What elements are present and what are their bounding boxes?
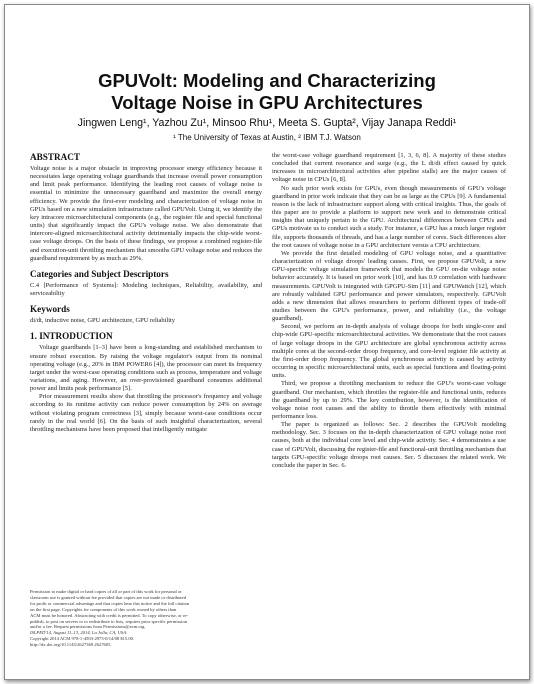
abstract-text: Voltage noise is a major obstacle in improving processor energy efficiency because it necessitates large operating voltage guardbands that increase overall power consumption and limit peak performance. Identifying the leading root causes of voltage noise is essential to minimize the unnecessary guardband and maximize the overall energy efficiency. We provide the first-ever modeling and characterization of voltage noise in GPUs based on a new simulation infrastructure called GPUVolt. Using it, we identify the key intracore microarchitectural components (e.g., the register file and special functional units) that significantly impact the GPU's voltage noise. We also demonstrate that intercore-aligned microarchitectural activity detrimentally impacts the chip-wide worst-case voltage droops. On the basis of these findings, we propose a combined register-file and execution-unit throttling mechanism that smooths GPU voltage noise and reduces the guardband requirement by as much as 29%. — [30, 165, 262, 262]
left-column — [30, 152, 262, 434]
footnote-line: ISLPED'14, August 11–13, 2014, La Jolla, CA, USA. — [30, 630, 128, 636]
title-line-1: GPUVolt: Modeling and Characterizing — [98, 70, 436, 91]
footnote-line: on the first page. Copyrights for components of this work owned by others than — [30, 606, 177, 612]
keywords-heading: Keywords — [30, 304, 70, 315]
keywords-text: di/dt, inductive noise, GPU architecture, GPU reliability — [30, 317, 175, 325]
intro-paragraph-2: Prior measurement results show that throttling the processor's frequency and voltage according to its runtime activity can reduce power consumption by 24% on average without violating program correctness [3], simply because worst-case conditions occur rarely in the real world [6]. On the basis of such insightful characterization, several throttling mechanisms have been proposed that intelligently mitigate — [30, 393, 262, 433]
right-paragraph-3: We provide the first detailed modeling of GPU voltage noise, and a quantitative characterization of voltage droops' leading causes. First, we propose GPUVolt, a new GPU-specific voltage simulation framework that models the GPU on-die voltage noise behavior accurately. It is based on prior work [10], and has 0.9 correlation with hardware measurements. GPUVolt is integrated with GPGPU-Sim [11] and GPUWattch [12], which are robustly validated GPU performance and power simulators, respectively. GPUVolt adds a new dimension that allows researchers to perform different types of trade-off studies between the GPU's performance, power, and reliability (i.e., the voltage guardband). — [272, 249, 506, 323]
paper-title — [0, 70, 534, 114]
footnote-line: http://dx.doi.org/10.1145/2627369.2627605. — [30, 642, 112, 648]
introduction-heading: 1. INTRODUCTION — [30, 331, 113, 342]
right-paragraph-5: Third, we propose a throttling mechanism to reduce the GPU's worst-case voltage guardband. Our mechanism, which throttles the register-file and functional units, reduces the guardband by up to 29%. The key contribution, however, is the identification of voltage noise root causes and the ability to throttle them effectively with minimal performance loss. — [272, 380, 506, 420]
copyright-footnote — [30, 589, 262, 648]
right-paragraph-6: The paper is organized as follows: Sec. 2 describes the GPUVolt modeling methodology. Sec. 3 focuses on the in-depth characterization of GPU voltage noise root causes, both at the individual core level and chip-wide activity. Sec. 4 demonstrates a use case of GPUVolt, discussing the register-file and functional-unit throttling mechanism that targets GPU-specific voltage droops root causes. Sec. 5 discusses the related work. We conclude the paper in Sec. 6. — [272, 421, 506, 469]
abstract-heading: ABSTRACT — [30, 152, 81, 162]
categories-heading: Categories and Subject Descriptors — [30, 268, 169, 279]
footnote-line: and/or a fee. Request permissions from Permissions@acm.org. — [30, 624, 146, 630]
right-paragraph-2: No such prior work exists for GPUs, even though measurements of GPU's voltage guardband in prior work indicate that they can be as large as the CPUs [9]. A fundamental reason is the lack of infrastructure support along with critical insights. Thus, the goals of this paper are to provide a platform to support new work and to demonstrate critical insights that uniquely pertain to the GPU. Architectural differences between CPUs and GPUs motivate us to conduct such a study. For instance, a GPU has a much larger register file, supports thousands of threads, and has a large number of cores. Such differences alter the root causes of voltage noise in a GPU architecture versus a CPU architecture. — [272, 184, 506, 249]
author-list: Jingwen Leng¹, Yazhou Zu¹, Minsoo Rhu¹, Meeta S. Gupta², Vijay Janapa Reddi¹ — [77, 117, 457, 129]
footnote-line: classroom use is granted without fee provided that copies are not made or distributed — [30, 594, 187, 600]
right-paragraph-4: Second, we perform an in-depth analysis of voltage droops for both single-core and chip-wide GPU-specific microarchitectural activities. We demonstrate that the root causes of large voltage droops in the GPU architecture are global synchronous activity across multiple cores at the second-order droop frequency, and core-level register file activity at the first-order droop frequency. The global synchronous activity is caused by activity occurring in specific microarchitectural units, such as special functions and floating-point units. — [272, 323, 506, 380]
intro-paragraph-1: Voltage guardbands [1–3] have been a long-standing and established mechanism to ensure robust execution. By raising the voltage regulator's output from its nominal operating voltage (e.g., 20% in IBM POWER6 [4]), the processor can meet its frequency target under the worst-case operating conditions such as process, temperature and voltage variations, and aging. However, an over-provisioned guardband consumes additional power and limits peak performance [5]. — [30, 344, 262, 393]
footnote-line: ACM must be honored. Abstracting with credit is permitted. To copy otherwise, or re- — [30, 612, 189, 618]
footnote-line: Copyright 2014 ACM 978-1-4503-2975-0/14/08 $15.00. — [30, 636, 135, 642]
categories-text: C.4 [Performance of Systems]: Modeling techniques, Reliability, availability, and serviceability — [30, 281, 262, 298]
right-column — [272, 152, 506, 470]
footnote-line: Permission to make digital or hard copies of all or part of this work for personal or — [30, 589, 182, 594]
footnote-line: publish, to post on servers or to redistribute to lists, requires prior specific permission — [30, 618, 188, 624]
title-line-2: Voltage Noise in GPU Architectures — [111, 92, 423, 113]
affiliations: ¹ The University of Texas at Austin, ² IBM T.J. Watson — [173, 133, 361, 142]
footnote-line: for profit or commercial advantage and that copies bear this notice and the full citation — [30, 600, 190, 606]
right-paragraph-1: the worst-case voltage guardband requirement [1, 3, 6, 8]. A majority of these studies concluded that current resonance and surge (e.g., the L di/dt effect caused by quick increases in microarchitectural activities after pipeline stalls) are the major causes of voltage noise in CPUs [6, 8]. — [272, 152, 506, 184]
